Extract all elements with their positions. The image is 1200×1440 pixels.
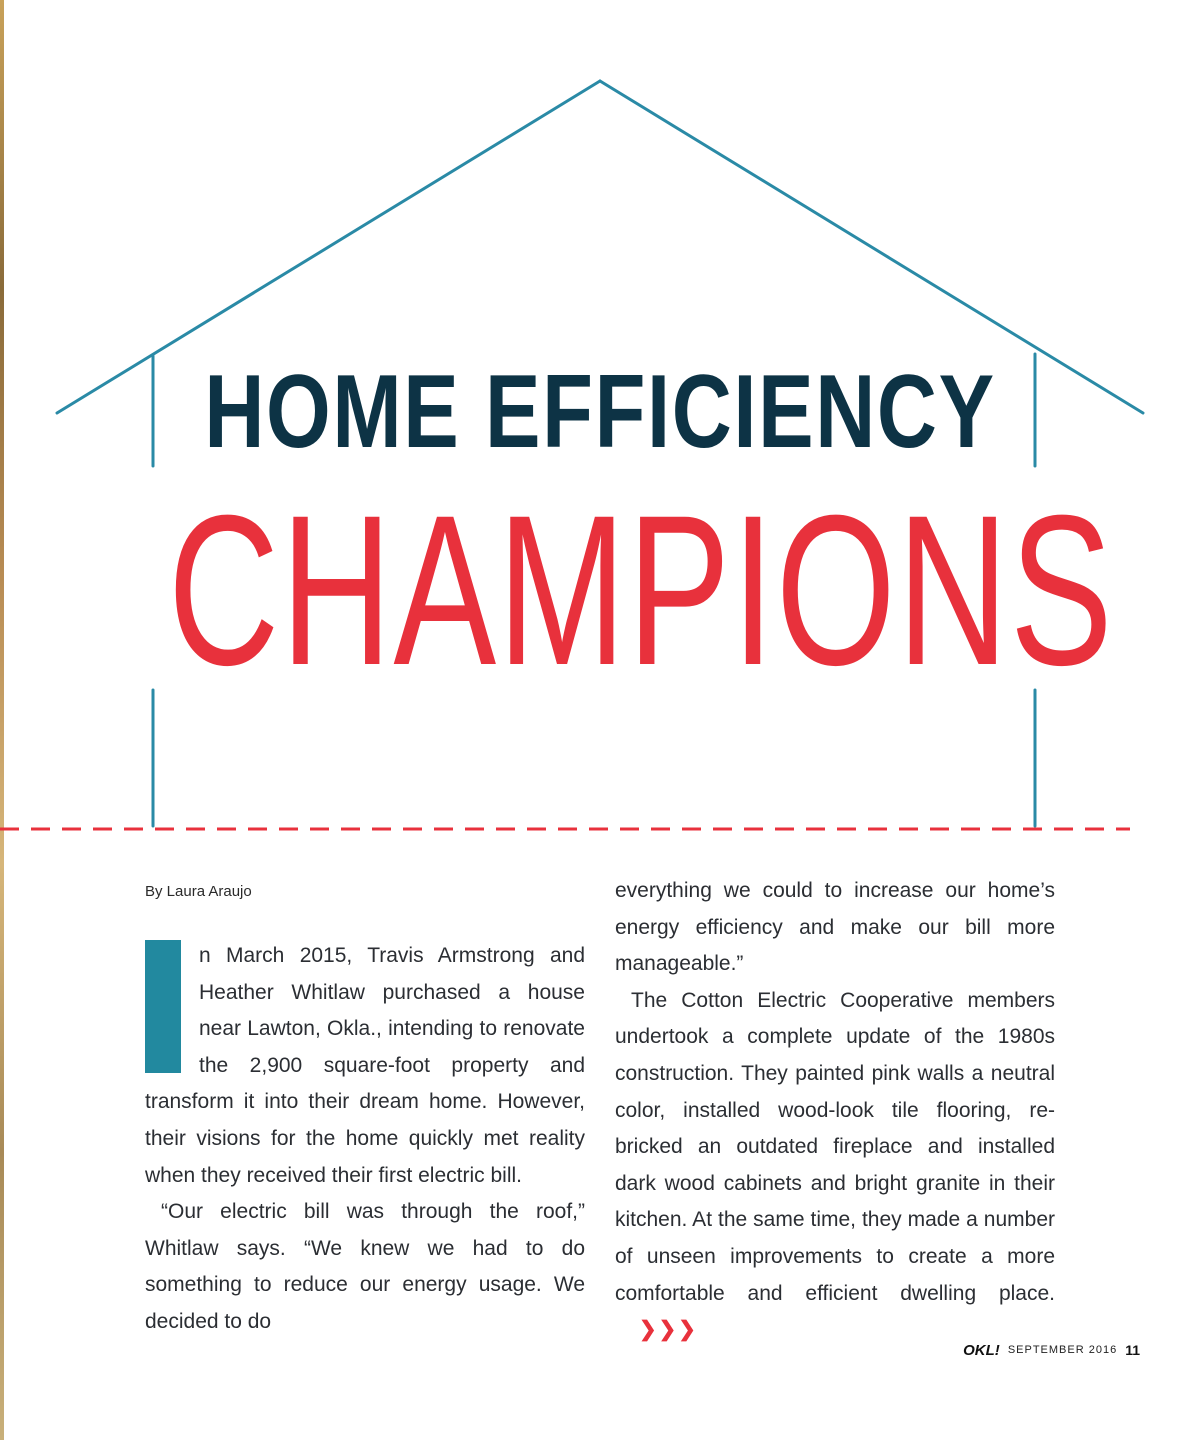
- page-number: 11: [1125, 1342, 1140, 1358]
- article-paragraph: “Our electric bill was through the roof,” Whitlaw says. “We knew we had to do something to reduce our energy usage. We decided to do: [145, 1200, 585, 1333]
- magazine-logo: OKL!: [963, 1341, 1000, 1359]
- headline-line-2: CHAMPIONS: [167, 471, 1115, 710]
- article-column-right: [615, 873, 1055, 1349]
- article-paragraph: [615, 983, 1055, 1349]
- paragraph-text: The Cotton Electric Cooperative members undertook a complete update of the 1980s construction. They painted pink walls a neutral color, installed wood-look tile flooring, re-bricked an outdated fireplace and installed dark wood cabinets and bright granite in their kitchen. At the same time, they made a number of unseen improvements to create a more comfortable and efficient dwelling place.: [615, 988, 1055, 1305]
- byline: By Laura Araujo: [145, 883, 252, 900]
- page-footer: [940, 1338, 1140, 1362]
- issue-date: SEPTEMBER 2016: [1007, 1344, 1118, 1356]
- paragraph-text: n March 2015, Travis Armstrong and Heather Whitlaw purchased a house near Lawton, Okla., intending to renovate the 2,900 square-foot property and transform it into their dream home. However, their visions for the home quickly met reality when they received their first electric bill.: [145, 944, 585, 1187]
- article-paragraph: everything we could to increase our home’s energy efficiency and make our bill more manageable.”: [615, 879, 1055, 976]
- continue-arrows-icon: ❯❯❯: [639, 1318, 698, 1342]
- drop-cap-block: [145, 940, 181, 1073]
- article-paragraph: [145, 938, 585, 1194]
- headline-line-1: HOME EFFICIENCY: [204, 354, 996, 470]
- article-column-left: [145, 938, 585, 1341]
